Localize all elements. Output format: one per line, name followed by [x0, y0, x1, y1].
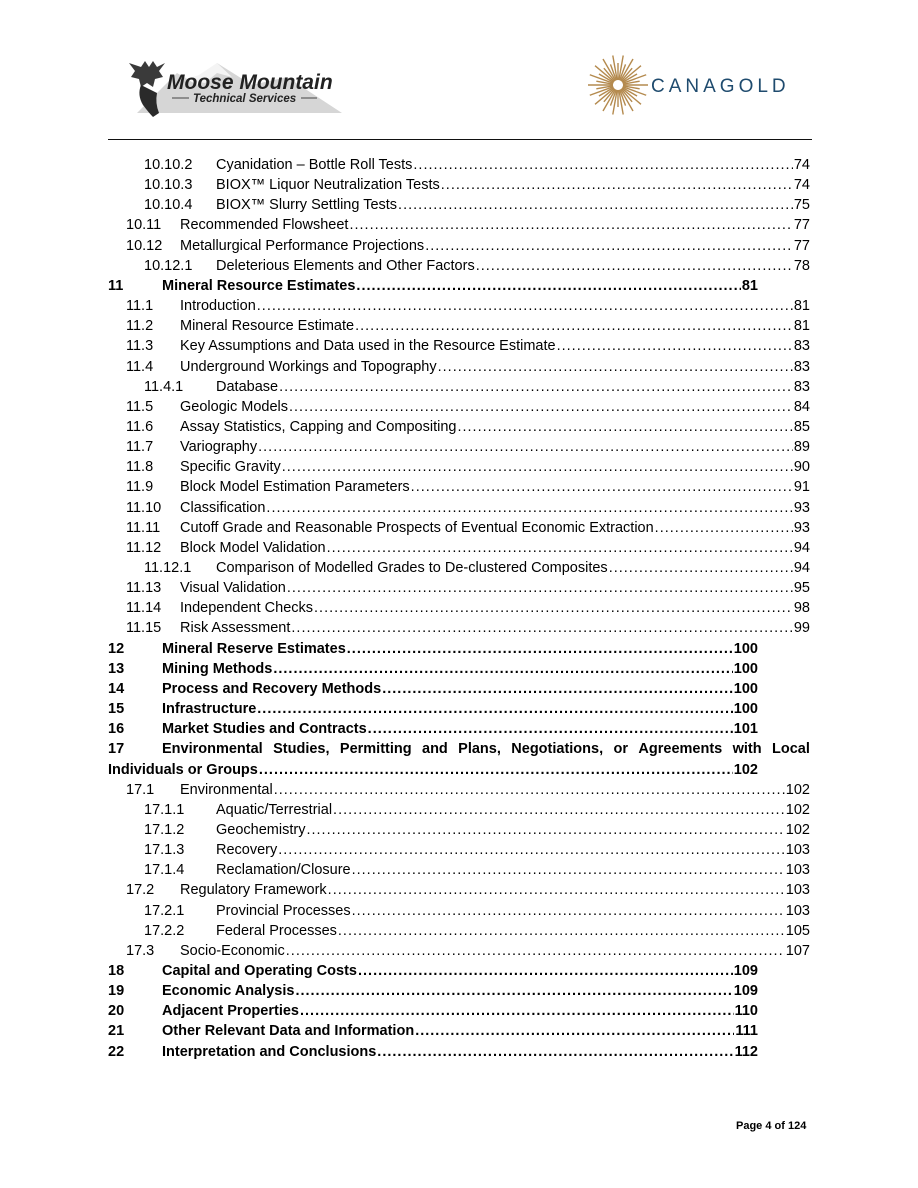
- toc-entry-title: Other Relevant Data and Information: [162, 1023, 415, 1040]
- dot-leader: [557, 336, 793, 356]
- toc-entry-title: Interpretation and Conclusions: [162, 1043, 377, 1060]
- toc-entry[interactable]: [126, 598, 810, 618]
- toc-entry-number: 17.1.1: [144, 801, 185, 818]
- toc-entry-number: 11.11: [126, 519, 161, 536]
- dot-leader: [398, 195, 793, 215]
- toc-entry-page: 110: [734, 1003, 758, 1020]
- dot-leader: [368, 719, 733, 739]
- toc-entry-page: 100: [733, 640, 758, 657]
- dot-leader: [314, 598, 793, 618]
- toc-entry-title: BIOX™ Slurry Settling Tests: [216, 197, 398, 214]
- toc-entry-page: 102: [785, 781, 810, 798]
- toc-entry[interactable]: [126, 417, 810, 437]
- toc-entry-page: 111: [735, 1023, 758, 1040]
- toc-entry[interactable]: [108, 739, 810, 759]
- toc-entry-page: 74: [793, 157, 810, 173]
- toc-entry-page: 77: [793, 217, 810, 234]
- toc-entry-number: 18: [108, 963, 125, 979]
- dot-leader: [273, 659, 732, 679]
- toc-entry-title: Economic Analysis: [162, 983, 295, 1000]
- dot-leader: [338, 921, 785, 941]
- toc-entry-number: 10.10.2: [144, 157, 193, 173]
- toc-entry-number: 20: [108, 1003, 125, 1020]
- toc-entry-number: 17: [108, 741, 125, 758]
- toc-entry-page: 101: [733, 721, 758, 738]
- toc-entry[interactable]: [144, 860, 810, 880]
- toc-entry[interactable]: [126, 498, 810, 518]
- toc-entry-number: 10.12.1: [144, 257, 193, 274]
- toc-entry-page: 81: [741, 277, 758, 294]
- toc-entry[interactable]: [144, 901, 810, 921]
- toc-entry[interactable]: [126, 518, 810, 538]
- toc-entry-title: Geochemistry: [216, 821, 306, 838]
- toc-entry-title: Cutoff Grade and Reasonable Prospects of Eventual Economic Extraction: [180, 519, 654, 536]
- dot-leader: [347, 639, 733, 659]
- toc-entry-number: 17.1.2: [144, 821, 185, 838]
- toc-entry-page: 78: [793, 257, 810, 274]
- dot-leader: [266, 498, 792, 518]
- toc-entry-number: 11.15: [126, 620, 162, 637]
- toc-entry-page: 84: [793, 398, 810, 415]
- toc-entry[interactable]: [108, 1042, 758, 1062]
- toc-entry-title: Block Model Estimation Parameters: [180, 479, 410, 496]
- dot-leader: [257, 296, 793, 316]
- toc-entry[interactable]: [126, 215, 810, 235]
- toc-entry-page: 93: [793, 499, 810, 516]
- toc-entry[interactable]: [126, 880, 810, 900]
- toc-entry-title: Recommended Flowsheet: [180, 217, 349, 234]
- dot-leader: [352, 901, 785, 921]
- toc-entry[interactable]: [144, 377, 810, 397]
- dot-leader: [609, 558, 793, 578]
- dot-leader: [327, 538, 793, 558]
- toc-entry-page: 102: [785, 821, 810, 838]
- toc-entry-number: 11.8: [126, 459, 154, 476]
- toc-entry-number: 11: [108, 277, 124, 294]
- toc-entry-title: Risk Assessment: [180, 620, 291, 637]
- toc-entry[interactable]: [108, 1021, 758, 1041]
- toc-entry-page: 94: [793, 560, 810, 576]
- dot-leader: [279, 377, 793, 397]
- toc-entry-title: Deleterious Elements and Other Factors: [216, 257, 475, 274]
- toc-entry-number: 16: [108, 721, 125, 738]
- toc-entry-title: Market Studies and Contracts: [162, 721, 367, 738]
- header-divider: [108, 139, 812, 140]
- toc-entry[interactable]: [108, 699, 758, 719]
- dot-leader: [282, 457, 793, 477]
- toc-entry-title: Regulatory Framework: [180, 882, 327, 899]
- toc-entry-page: 85: [793, 418, 810, 435]
- toc-entry[interactable]: [144, 558, 810, 578]
- toc-entry-title: Reclamation/Closure: [216, 862, 351, 879]
- toc-entry-number: 21: [108, 1023, 125, 1040]
- toc-entry-page: 74: [793, 177, 810, 194]
- toc-entry-title: Mineral Resource Estimates: [162, 277, 356, 294]
- toc-entry[interactable]: [108, 961, 758, 981]
- sunburst-icon: [588, 55, 648, 114]
- toc-entry-title: Mineral Reserve Estimates: [162, 640, 346, 657]
- toc-entry-number: 11.7: [126, 439, 154, 456]
- dot-leader: [300, 1001, 734, 1021]
- toc-entry-page: 83: [793, 358, 810, 375]
- dot-leader: [287, 578, 793, 598]
- toc-entry-number: 17.1.4: [144, 862, 185, 879]
- toc-entry-number: 11.4: [126, 358, 154, 375]
- toc-entry-number: 17.2.1: [144, 902, 185, 919]
- toc-entry-page: 83: [793, 378, 810, 395]
- toc-entry-title: Capital and Operating Costs: [162, 963, 357, 979]
- dot-leader: [476, 256, 793, 276]
- toc-entry-number: 14: [108, 680, 125, 697]
- toc-entry[interactable]: [108, 659, 758, 679]
- dot-leader: [377, 1042, 733, 1062]
- toc-entry-number: 12: [108, 640, 125, 657]
- toc-entry-number: 11.5: [126, 398, 154, 415]
- dot-leader: [349, 215, 792, 235]
- toc-entry-page: 90: [793, 459, 810, 476]
- toc-entry[interactable]: [144, 820, 810, 840]
- dot-leader: [411, 477, 793, 497]
- toc-entry[interactable]: [126, 941, 810, 961]
- dot-leader: [306, 820, 784, 840]
- toc-entry-page: 89: [793, 439, 810, 456]
- toc-entry[interactable]: [126, 316, 810, 336]
- toc-entry-page: 103: [785, 882, 810, 899]
- toc-entry[interactable]: [144, 175, 810, 195]
- toc-entry[interactable]: [108, 679, 758, 699]
- dot-leader: [289, 397, 793, 417]
- toc-entry-page: 75: [793, 197, 810, 214]
- dot-leader: [382, 679, 733, 699]
- dot-leader: [441, 175, 793, 195]
- dot-leader: [257, 699, 733, 719]
- toc-entry-page: 94: [793, 539, 810, 556]
- toc-entry-number: 11.3: [126, 338, 154, 355]
- dot-leader: [356, 276, 740, 296]
- dot-leader: [328, 880, 785, 900]
- toc-entry[interactable]: [108, 981, 758, 1001]
- toc-entry-title: Provincial Processes: [216, 902, 351, 919]
- toc-entry-title: Mineral Resource Estimate: [180, 318, 355, 335]
- toc-entry-continued[interactable]: [108, 760, 758, 780]
- toc-entry-title: Infrastructure: [162, 701, 257, 718]
- toc-entry-number: 11.14: [126, 600, 162, 617]
- toc-entry-title: Environmental Studies, Permitting and Plans, Negotiations, or Agreements with Local: [162, 741, 810, 758]
- dot-leader: [333, 800, 785, 820]
- toc-entry-number: 11.4.1: [144, 378, 184, 395]
- moose-mountain-logo: [117, 55, 347, 117]
- toc-entry-title: Introduction: [180, 298, 256, 315]
- toc-entry[interactable]: [126, 477, 810, 497]
- toc-entry-page: 81: [793, 318, 810, 335]
- toc-entry-number: 11.2: [126, 318, 154, 335]
- toc-entry-number: 11.1: [126, 298, 154, 315]
- dot-leader: [358, 961, 733, 981]
- toc-entry-number: 11.10: [126, 499, 162, 516]
- toc-entry[interactable]: [126, 236, 810, 256]
- toc-entry-page: 109: [733, 963, 758, 979]
- toc-entry-title: Assay Statistics, Capping and Compositing: [180, 418, 457, 435]
- toc-entry-title: BIOX™ Liquor Neutralization Tests: [216, 177, 440, 194]
- dot-leader: [415, 1021, 734, 1041]
- toc-entry[interactable]: [126, 618, 810, 638]
- toc-entry-number: 17.1.3: [144, 842, 185, 859]
- toc-entry-title: Socio-Economic: [180, 942, 285, 959]
- dot-leader: [278, 840, 785, 860]
- toc-entry-page: 98: [793, 600, 810, 617]
- toc-entry[interactable]: [126, 357, 810, 377]
- toc-entry-number: 17.2.2: [144, 922, 185, 939]
- toc-entry[interactable]: [108, 719, 758, 739]
- toc-entry-page: 112: [734, 1043, 758, 1060]
- toc-entry-title: Visual Validation: [180, 580, 286, 597]
- toc-entry[interactable]: [144, 840, 810, 860]
- toc-entry-title: Federal Processes: [216, 922, 337, 939]
- toc-entry-page: 100: [733, 680, 758, 697]
- toc-entry-page: 102: [733, 761, 758, 778]
- page-header: [0, 0, 918, 140]
- toc-entry[interactable]: [144, 155, 810, 175]
- toc-entry[interactable]: [126, 780, 810, 800]
- toc-entry-title: Specific Gravity: [180, 459, 281, 476]
- dot-leader: [274, 780, 785, 800]
- toc-entry-number: 22: [108, 1043, 125, 1060]
- dot-leader: [259, 760, 733, 780]
- toc-entry[interactable]: [126, 578, 810, 598]
- toc-entry-title: Variography: [180, 439, 258, 456]
- toc-entry-title: Independent Checks: [180, 600, 314, 617]
- toc-entry-number: 11.6: [126, 418, 154, 435]
- toc-entry-number: 17.3: [126, 942, 155, 959]
- toc-entry-page: 103: [785, 862, 810, 879]
- dot-leader: [457, 417, 792, 437]
- dot-leader: [258, 437, 793, 457]
- toc-entry-title: Cyanidation – Bottle Roll Tests: [216, 157, 413, 173]
- page-number: Page 4 of 124: [736, 1120, 807, 1132]
- toc-entry-title-continued: Individuals or Groups: [108, 761, 258, 778]
- toc-entry[interactable]: [108, 276, 758, 296]
- toc-entry[interactable]: [126, 437, 810, 457]
- toc-entry-number: 10.10.3: [144, 177, 193, 194]
- toc-entry-number: 11.9: [126, 479, 154, 496]
- dot-leader: [655, 518, 793, 538]
- toc-entry-title: Geologic Models: [180, 398, 288, 415]
- toc-entry-page: 103: [785, 902, 810, 919]
- toc-entry-page: 109: [733, 983, 758, 1000]
- toc-entry[interactable]: [126, 296, 810, 316]
- toc-entry[interactable]: [126, 457, 810, 477]
- toc-entry-page: 105: [785, 922, 810, 939]
- canagold-logo: [588, 52, 808, 118]
- toc-entry-number: 15: [108, 701, 125, 718]
- toc-entry-page: 100: [733, 701, 758, 718]
- toc-entry[interactable]: [108, 639, 758, 659]
- toc-entry[interactable]: [144, 256, 810, 276]
- logo-subtitle: Technical Services: [193, 93, 297, 105]
- toc-entry[interactable]: [144, 195, 810, 215]
- logo-title: Moose Mountain: [167, 71, 333, 94]
- toc-entry-page: 99: [793, 620, 810, 637]
- toc-entry[interactable]: [108, 1001, 758, 1021]
- toc-entry-number: 13: [108, 660, 125, 677]
- toc-entry-number: 11.12.1: [144, 560, 192, 576]
- toc-entry-page: 83: [793, 338, 810, 355]
- toc-entry-page: 81: [793, 298, 810, 315]
- toc-entry-title: Adjacent Properties: [162, 1003, 299, 1020]
- toc-entry-page: 102: [785, 801, 810, 818]
- toc-entry-number: 11.12: [126, 539, 162, 556]
- dot-leader: [413, 155, 792, 175]
- toc-entry-number: 17.1: [126, 781, 155, 798]
- toc-entry-page: 91: [793, 479, 810, 496]
- toc-entry-number: 11.13: [126, 580, 162, 597]
- toc-entry-page: 103: [785, 842, 810, 859]
- toc-entry-number: 10.11: [126, 217, 162, 234]
- toc-entry-page: 95: [793, 580, 810, 597]
- toc-entry[interactable]: [126, 538, 810, 558]
- toc-entry[interactable]: [126, 336, 810, 356]
- dot-leader: [355, 316, 793, 336]
- toc-entry-title: Environmental: [180, 781, 273, 798]
- toc-entry-number: 10.12: [126, 237, 163, 254]
- toc-entry-title: Block Model Validation: [180, 539, 326, 556]
- dot-leader: [425, 236, 793, 256]
- toc-entry[interactable]: [126, 397, 810, 417]
- toc-entry-title: Database: [216, 378, 279, 395]
- dot-leader: [295, 981, 732, 1001]
- toc-entry-title: Mining Methods: [162, 660, 273, 677]
- dot-leader: [352, 860, 785, 880]
- toc-entry-page: 107: [785, 942, 810, 959]
- toc-entry[interactable]: [144, 800, 810, 820]
- toc-entry-title: Process and Recovery Methods: [162, 680, 382, 697]
- toc-entry-title: Comparison of Modelled Grades to De-clustered Composites: [216, 560, 608, 576]
- toc-entry[interactable]: [144, 921, 810, 941]
- dot-leader: [286, 941, 785, 961]
- toc-entry-page: 93: [793, 519, 810, 536]
- toc-entry-page: 100: [733, 660, 758, 677]
- toc-entry-title: Metallurgical Performance Projections: [180, 237, 425, 254]
- dot-leader: [291, 618, 792, 638]
- toc-entry-title: Key Assumptions and Data used in the Resource Estimate: [180, 338, 556, 355]
- toc-entry-number: 10.10.4: [144, 197, 193, 214]
- toc-entry-title: Aquatic/Terrestrial: [216, 801, 333, 818]
- toc-entry-number: 17.2: [126, 882, 155, 899]
- toc-entry-title: Classification: [180, 499, 266, 516]
- dot-leader: [438, 357, 793, 377]
- toc-entry-title: Underground Workings and Topography: [180, 358, 437, 375]
- toc-entry-page: 77: [793, 237, 810, 254]
- toc-entry-title: Recovery: [216, 842, 278, 859]
- canagold-wordmark: CANAGOLD: [651, 76, 790, 97]
- toc-entry-number: 19: [108, 983, 125, 1000]
